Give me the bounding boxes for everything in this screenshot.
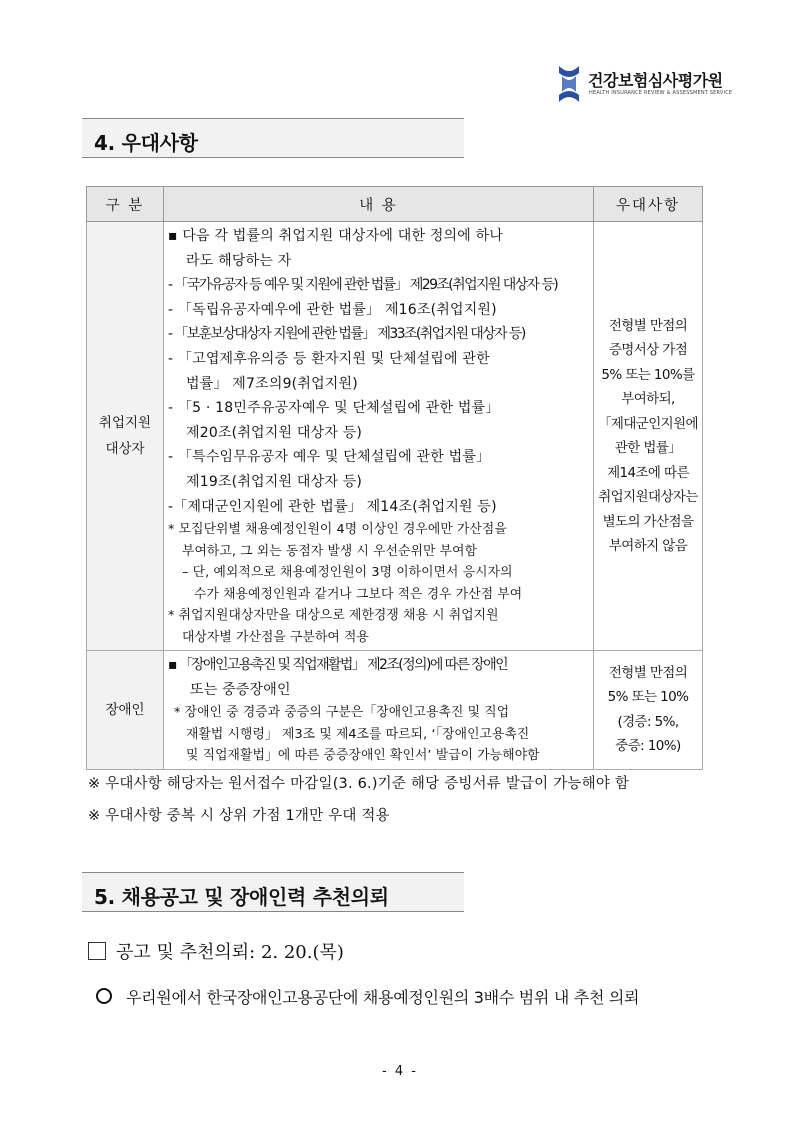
section5-subitem-text: 우리원에서 한국장애인고용공단에 채용예정인원의 3배수 범위 내 추천 의뢰	[126, 988, 640, 1007]
section5-subitem	[96, 985, 639, 1008]
section5-heading	[82, 872, 464, 912]
section5-item	[88, 938, 344, 964]
row1-line: - 「특수임무유공자 예우 및 단체설립에 관한 법률」	[168, 449, 491, 466]
hira-logo-icon	[556, 64, 582, 104]
row1-note: 부여하고, 그 외는 동점자 발생 시 우선순위만 부여함	[182, 543, 478, 559]
table-header-row	[87, 187, 703, 222]
row1-note: 대상자별 가산점을 구분하여 적용	[182, 629, 369, 645]
header-content: 내 용	[164, 187, 594, 222]
row1-note: * 취업지원대상자만을 대상으로 제한경쟁 채용 시 취업지원	[168, 608, 499, 624]
row1-note: – 단, 예외적으로 채용예정인원이 3명 이하이면서 응시자의	[182, 565, 513, 581]
note-deadline: ※ 우대사항 해당자는 원서접수 마감일(3. 6.)기준 해당 증빙서류 발급이 가능해야 함	[88, 776, 630, 792]
note-duplicate: ※ 우대사항 중복 시 상위 가점 1개만 우대 적용	[88, 808, 390, 824]
section5-title: 5. 채용공고 및 장애인력 추천의뢰	[94, 885, 389, 909]
row1-line: - 「독립유공자예우에 관한 법률」 제16조(취업지원)	[168, 301, 497, 318]
table-row	[87, 651, 703, 770]
header-category: 구 분	[87, 187, 164, 222]
row1-category: 취업지원 대상자	[87, 222, 164, 651]
row1-line: - 「고엽제후유의증 등 환자지원 및 단체설립에 관한	[168, 350, 490, 367]
header-preference: 우대사항	[594, 187, 703, 222]
row2-note: * 장애인 중 경증과 중증의 구분은「장애인고용촉진 및 직업	[174, 705, 510, 721]
section4-heading	[82, 118, 464, 158]
row2-line: 또는 중증장애인	[190, 681, 291, 698]
row2-note: 재활법 시행령」 제3조 및 제4조를 따르되, ‘「장애인고용촉진	[186, 726, 530, 742]
row1-line: 제19조(취업지원 대상자 등)	[186, 473, 363, 490]
row2-note: 및 직업재활법」에 따른 중증장애인 확인서’ 발급이 가능해야함	[186, 748, 540, 764]
table-row	[87, 222, 703, 651]
circle-bullet-icon	[96, 988, 112, 1004]
checkbox-square-icon	[88, 942, 106, 960]
org-logo	[556, 64, 756, 106]
row1-line: - 「5 · 18민주유공자예우 및 단체설립에 관한 법률」	[168, 400, 500, 417]
section4-title: 4. 우대사항	[94, 131, 198, 155]
row1-note: * 모집단위별 채용예정인원이 4명 이상인 경우에만 가산점을	[168, 522, 507, 538]
row1-line: ▪ 다음 각 법률의 취업지원 대상자에 대한 정의에 하나	[168, 228, 504, 244]
preference-table	[86, 186, 703, 770]
row2-preference: 전형별 만점의 5% 또는 10% (경증: 5%, 중증: 10%)	[594, 651, 703, 770]
row1-line: 라도 해당하는 자	[186, 252, 292, 269]
page-number: - 4 -	[382, 1064, 418, 1079]
row2-content	[164, 651, 594, 770]
section5-item-text: 공고 및 추천의뢰: 2. 20.(목)	[116, 942, 344, 963]
row1-line: - 「국가유공자 등 예우 및 지원에 관한 법률」 제29조(취업지원 대상자 등)	[168, 277, 558, 294]
row1-line: 법률」 제7조의9(취업지원)	[186, 375, 358, 392]
row2-category: 장애인	[87, 651, 164, 770]
row1-line: - 「보훈보상대상자 지원에 관한 법률」 제33조(취업지원 대상자 등)	[168, 326, 525, 343]
row1-preference: 전형별 만점의 증명서상 가점 5% 또는 10%를 부여하되, 「제대군인지원에 관한 법률」 제14조에 따른 취업지원대상자는 별도의 가산점을 부여하지 않음	[594, 222, 703, 651]
row1-content	[164, 222, 594, 651]
row1-line: 제20조(취업지원 대상자 등)	[186, 424, 363, 441]
row2-line: ▪ 「장애인고용촉진 및 직업재활법」 제2조(정의)에 따른 장애인	[168, 657, 508, 674]
logo-subtitle: HEALTH INSURANCE REVIEW & ASSESSMENT SERVICE	[589, 90, 733, 96]
row1-line: -「제대군인지원에 관한 법률」 제14조(취업지원 등)	[168, 498, 497, 515]
row1-note: 수가 채용예정인원과 같거나 그보다 적은 경우 가산점 부여	[194, 586, 523, 602]
logo-name: 건강보험심사평가원	[588, 71, 723, 90]
